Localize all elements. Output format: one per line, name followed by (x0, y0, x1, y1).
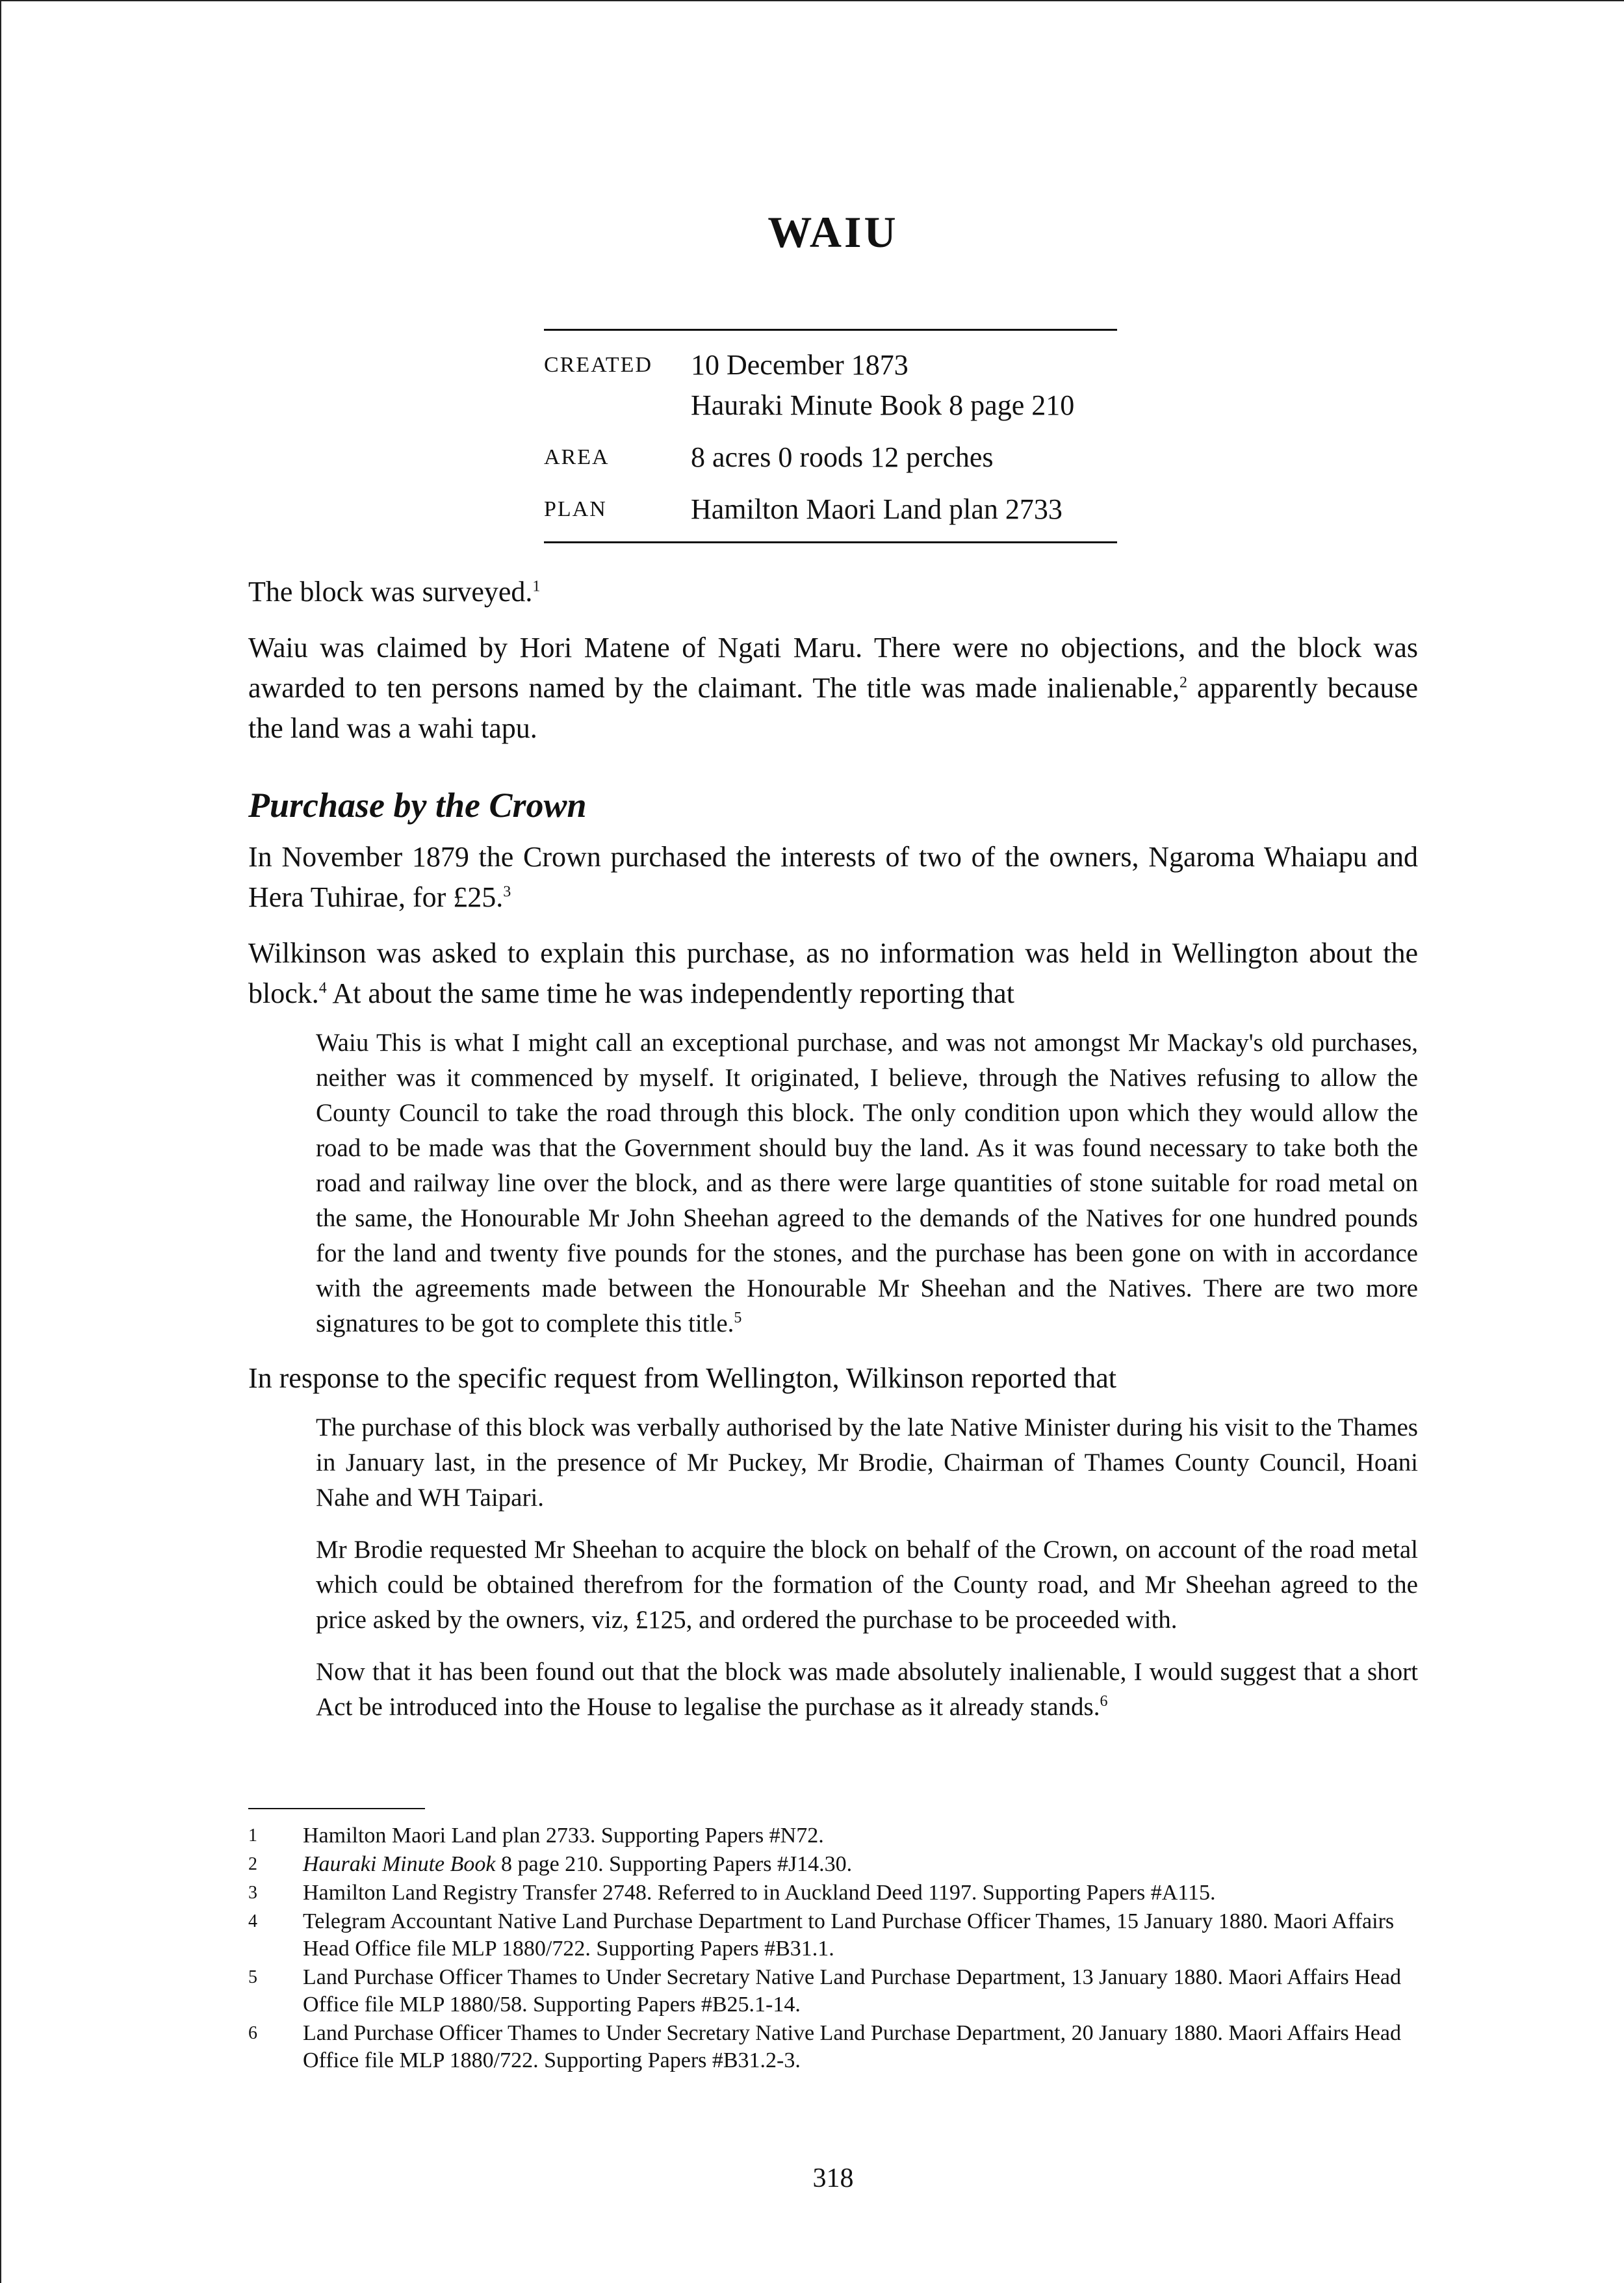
footnote-number: 1 (248, 1825, 257, 1846)
footnote (248, 2020, 1418, 2074)
plan-value: Hamilton Maori Land plan 2733 (691, 493, 1063, 525)
footnote-ref: 4 (318, 979, 327, 997)
footnote-number: 2 (248, 1854, 257, 1874)
created-row (544, 345, 1117, 426)
paragraph-surveyed (248, 572, 1418, 612)
quote-paragraph: Mr Brodie requested Mr Sheehan to acquire the block on behalf of the Crown, on account of the road metal which could be obtained therefrom for the formation of the County road, and Mr Sheehan agreed to the price asked by the owners, viz, £125, and ordered the purchase to be proceeded with. (316, 1536, 1418, 1634)
area-label: AREA (544, 445, 610, 469)
paragraph-text: Wilkinson was asked to explain this purchase, as no information was held in Wellington about the block. (248, 937, 1418, 1009)
footnote-divider (248, 1808, 425, 1809)
created-date: 10 December 1873 (691, 349, 909, 381)
footnote-ref: 1 (532, 578, 541, 595)
body-text (248, 572, 1418, 1742)
paragraph-claim (248, 628, 1418, 749)
created-label: CREATED (544, 353, 652, 377)
quote-paragraph: The purchase of this block was verbally authorised by the late Native Minister during his visit to the Thames in January last, in the presence of Mr Puckey, Mr Brodie, Chairman of Thames County Council, Hoani Nahe and WH Taipari. (316, 1413, 1418, 1512)
paragraph-wilkinson (248, 933, 1418, 1014)
footnote-ref: 3 (503, 883, 511, 901)
page-number: 318 (812, 2163, 854, 2193)
paragraph-text: At about the same time he was independently reporting that (326, 977, 1014, 1009)
footnote-text-rest: 8 page 210. Supporting Papers #J14.30. (495, 1852, 853, 1876)
created-source: Hauraki Minute Book 8 page 210 (691, 389, 1075, 421)
footnotes (248, 1822, 1418, 2076)
footnote-number: 4 (248, 1911, 257, 1931)
footnote-number: 5 (248, 1967, 257, 1987)
quote-paragraph (316, 1655, 1418, 1725)
area-row (544, 437, 1117, 478)
paragraph-response (248, 1358, 1418, 1399)
block-quote-1 (316, 1025, 1418, 1341)
footnote (248, 1908, 1418, 1963)
footnote-text: Land Purchase Officer Thames to Under Secretary Native Land Purchase Department, 13 January 1880. Maori Affairs Head Office file MLP 1880/58. Supporting Papers #B25.1-14. (303, 1965, 1401, 2017)
footnote-text (303, 1851, 852, 1878)
footnote (248, 1964, 1418, 2019)
paragraph-text: In response to the specific request from Wellington, Wilkinson reported that (248, 1362, 1116, 1394)
footnote-ref: 6 (1100, 1693, 1108, 1710)
paragraph-text: Waiu was claimed by Hori Matene of Ngati Maru. There were no objections, and the block was awarded to ten persons named by the claimant. The title was made inalienable, (248, 632, 1418, 704)
created-value (691, 345, 1074, 426)
quote-text: Waiu This is what I might call an exceptional purchase, and was not amongst Mr Mackay's old purchases, neither was it commenced by myself. It originated, I believe, through the Natives refusing to allow the County Council to take the road through this block. The only condition upon which they would allow the road to be made was that the Government should buy the land. As it was found necessary to take both the road and railway line over the block, and as there were large quantities of stone suitable for road metal on the same, the Honourable Mr John Sheehan agreed to the demands of the Natives for one hundred pounds for the land and twenty five pounds for the stones, and the purchase has been gone on with in accordance with the agreements made between the Honourable Mr Sheehan and the Natives. There are two more signatures to be got to complete this title. (316, 1029, 1418, 1337)
footnote-text: Telegram Accountant Native Land Purchase Department to Land Purchase Officer Thames, 15 January 1880. Maori Affairs Head Office file MLP 1880/722. Supporting Papers #B31.1. (303, 1909, 1395, 1961)
footnote (248, 1851, 1418, 1878)
plan-row (544, 489, 1117, 530)
plan-label: PLAN (544, 497, 607, 521)
section-heading: Purchase by the Crown (248, 786, 587, 825)
block-metadata-table (544, 329, 1117, 543)
footnote-text: Land Purchase Officer Thames to Under Secretary Native Land Purchase Department, 20 January 1880. Maori Affairs Head Office file MLP 1880/722. Supporting Papers #B31.2-3. (303, 2021, 1401, 2072)
paragraph-text: In November 1879 the Crown purchased the interests of two of the owners, Ngaroma Whaiapu and Hera Tuhirae, for £25. (248, 841, 1418, 913)
footnote-italic-title: Hauraki Minute Book (303, 1852, 496, 1876)
footnote-number: 3 (248, 1883, 257, 1903)
paragraph-text: The block was surveyed. (248, 576, 533, 608)
page-title: WAIU (767, 207, 899, 257)
footnote-text: Hamilton Land Registry Transfer 2748. Referred to in Auckland Deed 1197. Supporting Papers #A115. (303, 1881, 1216, 1905)
area-value: 8 acres 0 roods 12 perches (691, 441, 994, 473)
quote-text: Now that it has been found out that the block was made absolutely inalienable, I would suggest that a short Act be introduced into the House to legalise the purchase as it already stands. (316, 1658, 1418, 1721)
footnote-ref: 5 (734, 1309, 742, 1326)
footnote (248, 1879, 1418, 1907)
footnote-number: 6 (248, 2023, 257, 2043)
paragraph-purchase (248, 837, 1418, 918)
footnote-ref: 2 (1179, 674, 1188, 691)
footnote (248, 1822, 1418, 1850)
quote-paragraph (316, 1025, 1418, 1341)
paragraph-text: apparently because the land was a wahi tapu. (248, 672, 1418, 744)
footnote-text: Hamilton Maori Land plan 2733. Supporting Papers #N72. (303, 1824, 824, 1848)
block-quote-2 (316, 1410, 1418, 1725)
